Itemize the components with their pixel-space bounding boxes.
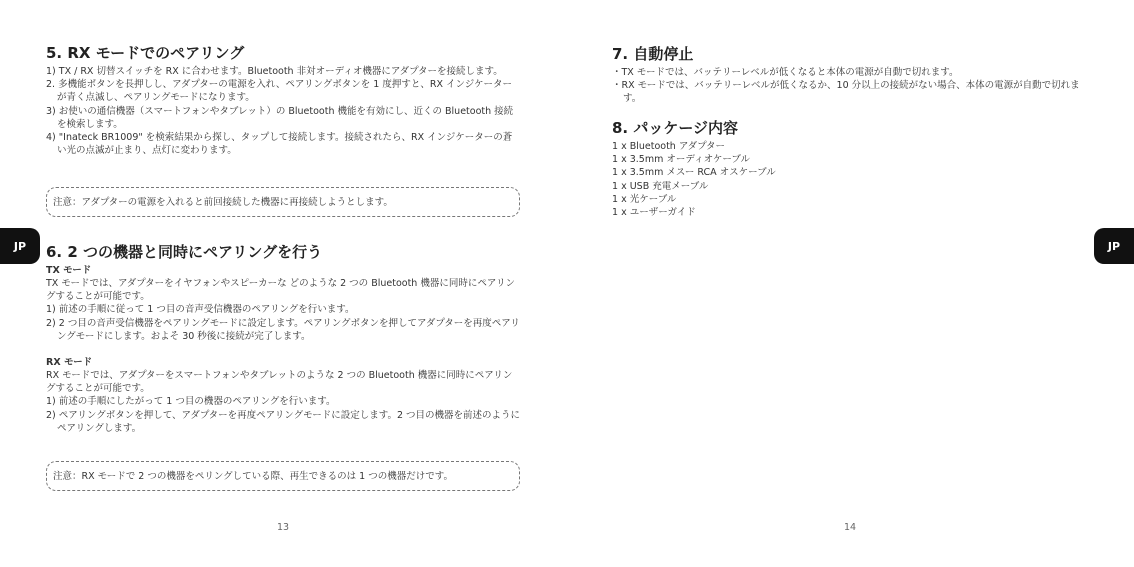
section-7-bullet-1: ・TX モードでは、バッテリーレベルが低くなると本体の電源が自動で切れます。	[612, 67, 959, 78]
section-7-title: 7. 自動停止	[612, 45, 694, 63]
page-number-right: 14	[844, 522, 857, 533]
section-6	[46, 242, 521, 435]
section-8-title: 8. パッケージ内容	[612, 119, 739, 137]
section-5-title: 5. RX モードでのペアリング	[46, 44, 245, 62]
rx-mode-step-1: 1) 前述の手順にしたがって 1 つ目の機器のペアリングを行います。	[46, 396, 336, 408]
section-5-step-1: 1) TX / RX 切替スイッチを RX に合わせます。Bluetooth 非対オーディオ機器にアダプターを接続します。	[46, 66, 503, 77]
tx-mode-intro: TX モードでは、アダプターをイヤフォンやスピーカーな どのような 2 つの Bluetooth 機器に同時にペアリングすることが可能です。	[46, 278, 515, 303]
section-8	[612, 118, 1092, 219]
section-5-step-3: 3) お使いの通信機器（スマートフォンやタブレット）の Bluetooth 機能を有効にし、近くの Bluetooth 接続を検索します。	[46, 105, 514, 130]
section-5-step-4: 4) "Inateck BR1009" を検索結果から探し、タップして接続します。接続されたら、RX インジケーターの蒼い光の点滅が止まり、点灯に変わります。	[46, 132, 513, 157]
page-number-left: 13	[277, 522, 290, 533]
package-item: 1 x 3.5mm オーディオケーブル	[612, 154, 751, 166]
section-5-note: 注意：アダプターの電源を入れると前回接続した機器に再接続しようとします。	[46, 187, 520, 217]
section-6-title: 6. 2 つの機器と同時にペアリングを行う	[46, 243, 323, 261]
rx-mode-heading: RX モード	[46, 357, 93, 369]
tx-mode-step-2: 2) 2 つ目の音声受信機器をペアリングモードに設定します。ペアリングボタンを押してアダプターを再度ペアリングモードにします。およそ 30 秒後に接続が完了します。	[46, 317, 520, 342]
package-item: 1 x USB 充電メーブル	[612, 180, 709, 192]
tx-mode-heading: TX モード	[46, 265, 92, 276]
language-tab: JP	[1094, 228, 1134, 264]
section-5-step-2: 2. 多機能ボタンを長押しし、アダプターの電源を入れ、ペアリングボタンを 1 度押すと、RX インジケーターが青く点滅し、ペアリングモードになります。	[46, 79, 513, 104]
tx-mode-step-1: 1) 前述の手順に従って 1 つ目の音声受信機器のペアリングを行います。	[46, 304, 355, 316]
section-6-note: 注意：RX モードで 2 つの機器をペリングしている際、再生できるのは 1 つの機器だけです。	[46, 461, 520, 491]
section-7	[612, 44, 1092, 106]
package-item: 1 x ユーザーガイド	[612, 207, 696, 219]
section-7-bullet-2: ・RX モードでは、バッテリーレベルが低くなるか、10 分以上の接続がない場合、本体の電源が自動で切れます。	[612, 80, 1080, 105]
rx-mode-step-2: 2) ペアリングボタンを押して、アダプターを再度ペアリングモードに設定します。2 つ目の機器を前述のようにペアリングします。	[46, 409, 521, 434]
package-item: 1 x 3.5mm メスー RCA オスケーブル	[612, 167, 776, 179]
section-5	[46, 43, 521, 157]
language-tab: JP	[0, 228, 40, 264]
package-item: 1 x Bluetooth アダプター	[612, 141, 726, 152]
package-item: 1 x 光ケーブル	[612, 193, 677, 205]
rx-mode-intro: RX モードでは、アダプターをスマートフォンやタブレットのような 2 つの Bluetooth 機器に同時にペアリングすることが可能です。	[46, 370, 513, 395]
